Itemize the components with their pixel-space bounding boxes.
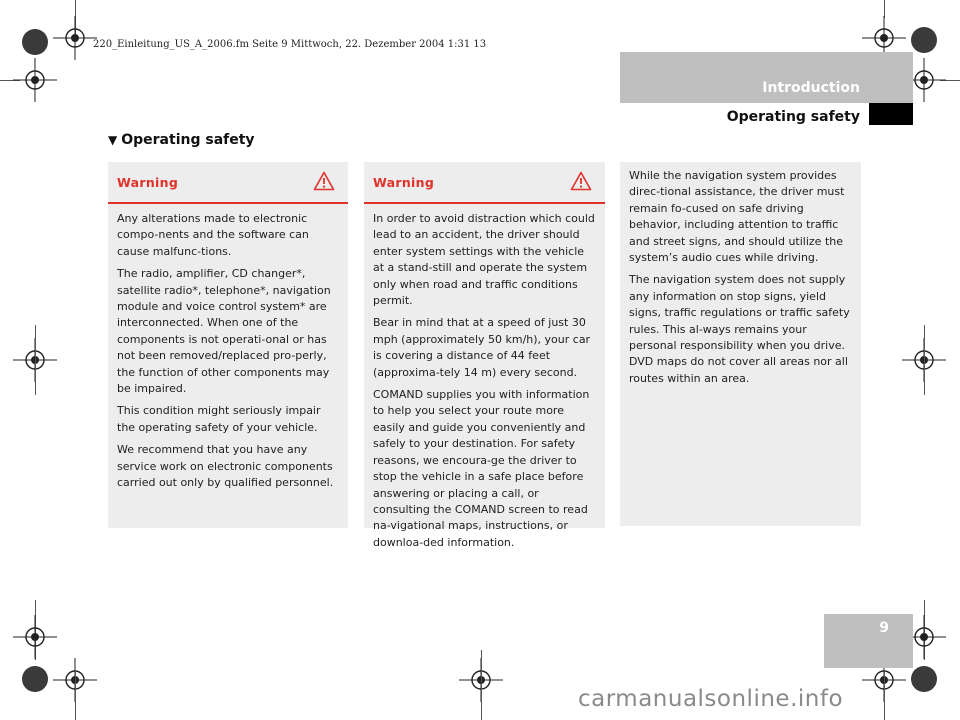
- page-number: 9: [879, 620, 889, 636]
- warning-triangle-icon: [313, 171, 335, 191]
- header-marker: [869, 103, 913, 125]
- warning-label: Warning: [373, 175, 435, 190]
- crop-line: [924, 325, 925, 395]
- paragraph: The radio, amplifier, CD changer*, satellite radio*, telephone*, navigation module and voice control system* are interconnected. When one of the components is not operati-onal or has not been removed/replaced pro-perly, the function of other components may be impaired.: [117, 267, 331, 396]
- page-title-text: Operating safety: [121, 132, 255, 148]
- section-header: Operating safety: [726, 109, 860, 125]
- paragraph: Bear in mind that at a speed of just 30 mph (approximately 50 km/h), your car is covering a distance of 44 feet (approxima-tely 14 m) every second.: [373, 316, 591, 379]
- warning-body: [108, 204, 348, 492]
- page-title: [108, 132, 255, 148]
- registration-mark-icon: [13, 615, 57, 659]
- warning-header: [364, 162, 605, 204]
- registration-disc-icon: [911, 666, 937, 692]
- warning-label: Warning: [117, 175, 179, 190]
- registration-mark-icon: [13, 58, 57, 102]
- info-panel: [620, 162, 861, 526]
- warning-body: [364, 204, 605, 551]
- crop-line: [884, 670, 885, 720]
- warning-header: [108, 162, 348, 204]
- paragraph: We recommend that you have any service work on electronic components carried out only by qualified personnel.: [117, 443, 334, 490]
- watermark: carmanualsonline.info: [578, 686, 844, 712]
- triangle-bullet-icon: ▼: [108, 133, 118, 147]
- registration-disc-icon: [22, 29, 48, 55]
- crop-line: [35, 325, 36, 395]
- paragraph: COMAND supplies you with information to help you select your route more easily and guide you conveniently and safely to your destination. For safety reasons, we encoura-ge the driver to stop the vehicle in a safe place before answering or placing a call, or consulting the COMAND screen to read na-vigational maps, instructions, or downloa-ded information.: [373, 388, 590, 549]
- crop-line: [481, 650, 482, 720]
- registration-disc-icon: [22, 666, 48, 692]
- warning-panel-2: [364, 162, 605, 549]
- warning-panel-1: [108, 162, 348, 528]
- file-slug: 220_Einleitung_US_A_2006.fm Seite 9 Mittwoch, 22. Dezember 2004 1:31 13: [93, 39, 487, 50]
- paragraph: The navigation system does not supply any information on stop signs, yield signs, traffic regulations or traffic safety rules. This al-ways remains your personal responsibility when you drive. DVD maps do not cover all areas nor all routes within an area.: [629, 273, 850, 385]
- paragraph: This condition might seriously impair the operating safety of your vehicle.: [117, 404, 321, 434]
- info-body: [620, 162, 861, 387]
- registration-mark-icon: [53, 16, 97, 60]
- paragraph: While the navigation system provides direc-tional assistance, the driver must remain fo-cused on safe driving behavior, including attention to traffic and street signs, and should utilize the system’s audio cues while driving.: [629, 169, 845, 265]
- paragraph: In order to avoid distraction which could lead to an accident, the driver should enter system settings with the vehicle at a stand-still and operate the system only when road and traffic conditions permit.: [373, 212, 595, 308]
- chapter-title: Introduction: [762, 80, 860, 96]
- crop-line: [75, 670, 76, 720]
- registration-disc-icon: [911, 27, 937, 53]
- paragraph: Any alterations made to electronic compo-nents and the software can cause malfunc-tions.: [117, 212, 309, 258]
- warning-triangle-icon: [570, 171, 592, 191]
